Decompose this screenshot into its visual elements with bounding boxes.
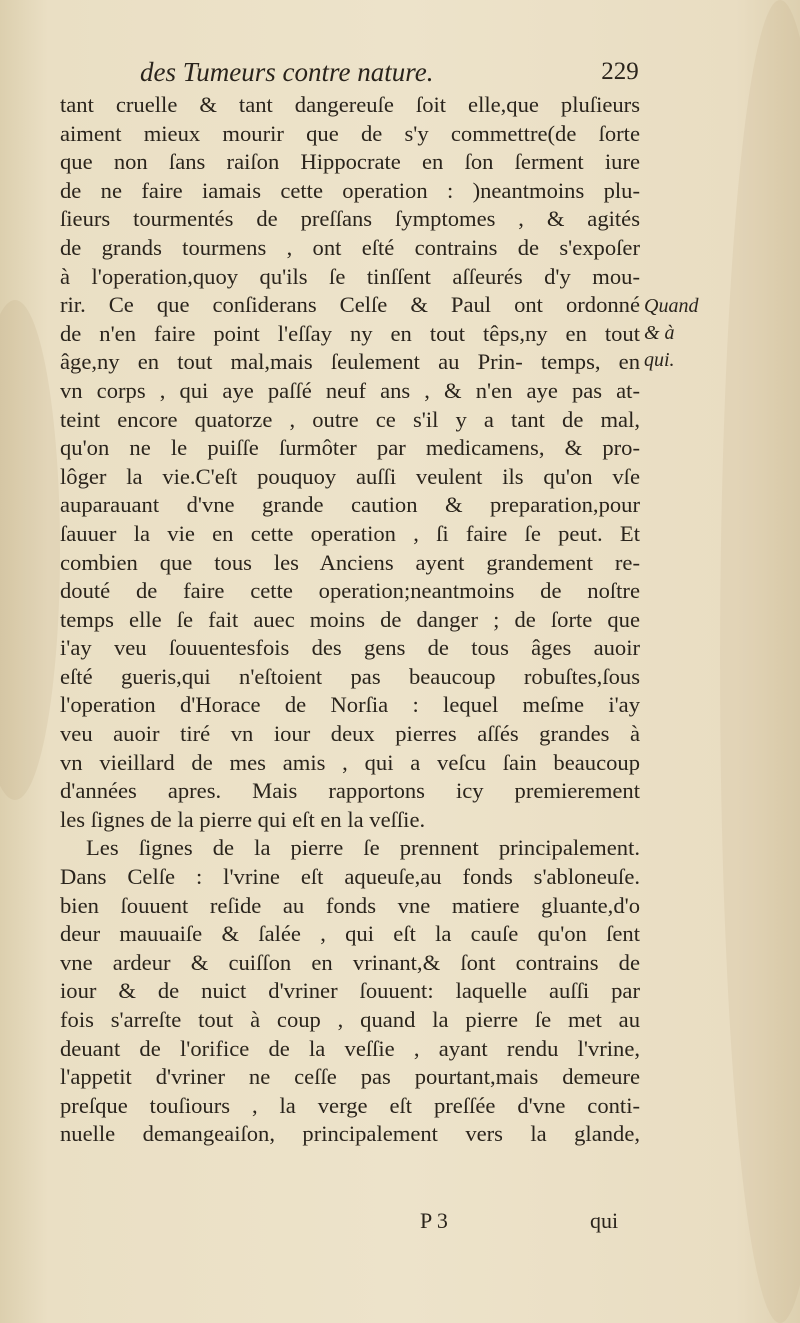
text-line: veu auoir tiré vn iour deux pierres aſſés grandes à xyxy=(60,721,640,747)
text-line: eſté gueris,qui n'eſtoient pas beaucoup robuſtes,ſous xyxy=(60,663,640,689)
margin-note-line: Quand xyxy=(644,295,699,317)
text-line: tant cruelle & tant dangereuſe ſoit elle,que pluſieurs xyxy=(60,92,640,117)
page-number: 229 xyxy=(601,58,639,85)
text-line: lôger la vie.C'eſt pouquoy auſſi veulent ils qu'on vſe xyxy=(60,463,640,489)
text-line: de ne faire iamais cette operation : )neantmoins plu- xyxy=(60,177,640,203)
text-line: rir. Ce que conſiderans Celſe & Paul ont ordonné xyxy=(60,292,640,318)
text-line: bien ſouuent reſide au fonds vne matiere gluante,d'o xyxy=(60,892,640,918)
text-line: de grands tourmens , ont eſté contrains de s'expoſer xyxy=(60,234,640,260)
text-line: l'operation d'Horace de Norſia : lequel meſme i'ay xyxy=(60,692,640,718)
margin-note-line: & à xyxy=(644,322,675,344)
text-line: vne ardeur & cuiſſon en vrinant,& ſont contrains de xyxy=(60,949,640,975)
signature-mark: P 3 xyxy=(420,1208,448,1233)
text-line: nuelle demangeaiſon, principalement vers la glande, xyxy=(60,1121,640,1147)
text-line: à l'operation,quoy qu'ils ſe tinſſent aſſeurés d'y mou- xyxy=(60,263,640,289)
text-line: Dans Celſe : l'vrine eſt aqueuſe,au fonds s'abloneuſe. xyxy=(60,864,640,890)
catchword: qui xyxy=(590,1208,619,1233)
text-line: âge,ny en tout mal,mais ſeulement au Prin- temps, en xyxy=(60,349,640,375)
margin-note xyxy=(644,293,714,374)
text-line: temps elle ſe fait auec moins de danger ; de ſorte que xyxy=(60,606,640,632)
text-line: deuant de l'orifice de la veſſie , ayant rendu l'vrine, xyxy=(60,1035,640,1061)
text-line: preſque touſiours , la verge eſt preſſée d'vne conti- xyxy=(60,1092,640,1118)
text-line: vn vieillard de mes amis , qui a veſcu ſain beaucoup xyxy=(60,749,640,775)
running-head: des Tumeurs contre nature. xyxy=(140,57,434,87)
text-line: de n'en faire point l'eſſay ny en tout têps,ny en tout xyxy=(60,320,640,346)
text-line: fois s'arreſte tout à coup , quand la pierre ſe met au xyxy=(60,1007,640,1032)
text-line: ſieurs tourmentés de preſſans ſymptomes , & agités xyxy=(60,206,640,232)
text-line: vn corps , qui aye paſſé neuf ans , & n'en aye pas at- xyxy=(60,377,640,403)
text-line: auparauant d'vne grande caution & preparation,pour xyxy=(60,492,640,518)
text-line: les ſignes de la pierre qui eſt en la veſſie. xyxy=(60,806,426,832)
text-line: l'appetit d'vriner ne ceſſe pas pourtant,mais demeure xyxy=(60,1064,640,1090)
text-line: aiment mieux mourir que de s'y commettre(de ſorte xyxy=(60,120,640,146)
text-line: deur mauuaiſe & ſalée , qui eſt la cauſe qu'on ſent xyxy=(60,921,640,947)
margin-note-line: qui. xyxy=(644,349,675,371)
text-line: teint encore quatorze , outre ce s'il y a tant de mal, xyxy=(60,406,640,432)
text-line: i'ay veu ſouuentesfois des gens de tous âges auoir xyxy=(60,635,640,661)
text-line: iour & de nuict d'vriner ſouuent: laquelle auſſi par xyxy=(60,978,640,1004)
text-line: Les ſignes de la pierre ſe prennent principalement. xyxy=(86,835,640,861)
text-line: combien que tous les Anciens ayent grandement re- xyxy=(60,549,640,575)
text-line: ſauuer la vie en cette operation , ſi faire ſe peut. Et xyxy=(60,520,640,546)
body-text xyxy=(60,91,640,1149)
text-line: douté de faire cette operation;neantmoins de noſtre xyxy=(60,578,640,604)
text-line: que non ſans raiſon Hippocrate en ſon ſerment iure xyxy=(60,149,640,175)
text-line: d'années apres. Mais rapportons icy premierement xyxy=(60,778,640,804)
text-line: qu'on ne le puiſſe ſurmôter par medicamens, & pro- xyxy=(60,435,640,461)
